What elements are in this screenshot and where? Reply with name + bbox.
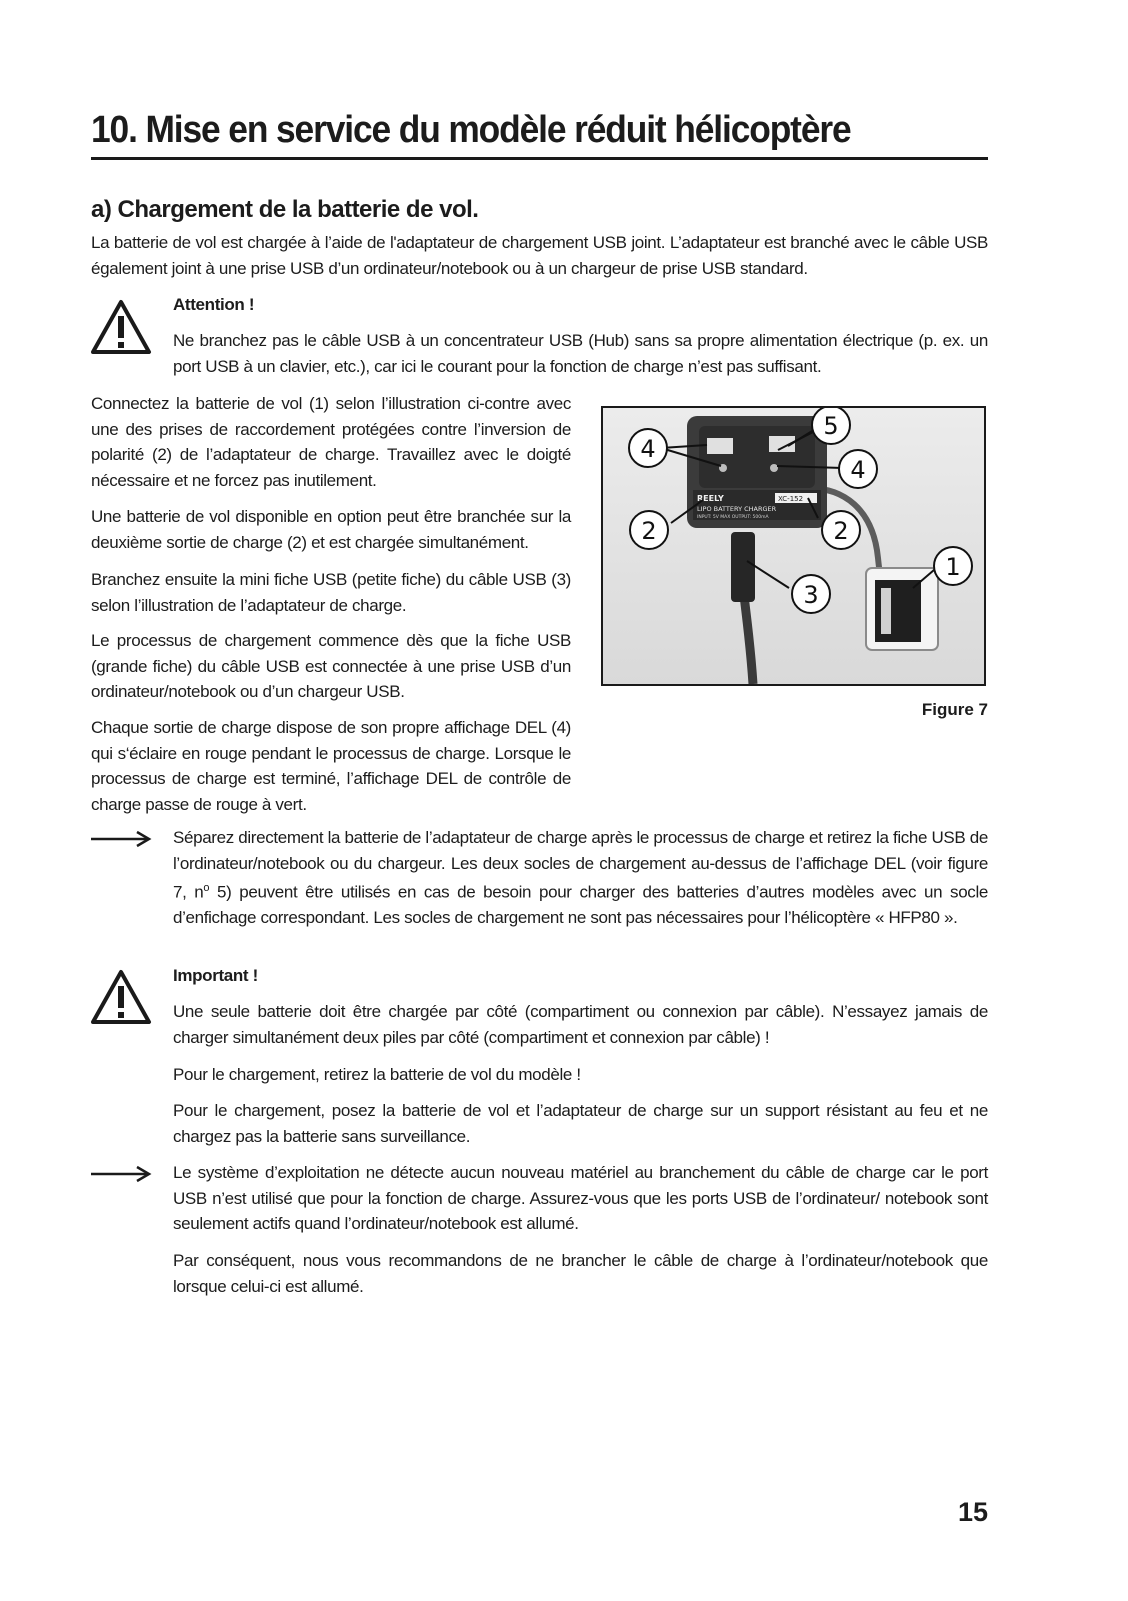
important-text-1: Une seule batterie doit être chargée par côté (compartiment ou connexion par câble). N’essayez jamais de charger simultanément deux piles par côté (compartiment et connexion par câble) ! — [173, 1002, 988, 1047]
usb-plug — [731, 532, 755, 602]
note-recommendation: Par conséquent, nous vous recommandons de ne brancher le câble de charge à l’ordinateur/notebook que lorsque celui-ci est allumé. — [173, 1251, 988, 1296]
figure-caption: Figure 7 — [921, 700, 988, 719]
charger-model: XC-152 — [778, 495, 804, 503]
optional-battery-paragraph: Une batterie de vol disponible en option peut être branchée sur la deuxième sortie de charge (2) et est chargée simultanément. — [91, 507, 571, 552]
charger-label: LIPO BATTERY CHARGER — [697, 505, 777, 513]
charger-brand: REELY — [697, 494, 724, 503]
mini-usb-paragraph: Branchez ensuite la mini fiche USB (petite fiche) du câble USB (3) selon l’illustration de l’adaptateur de charge. — [91, 570, 571, 615]
connect-battery-paragraph: Connectez la batterie de vol (1) selon l’illustration ci-contre avec une des prises de raccordement protégées contre l’inversion de polarité (2) de l’adaptateur de charge. Travaillez avec le doigté nécessaire et ne forcez pas inutilement. — [91, 394, 571, 490]
attention-label: Attention ! — [173, 295, 255, 314]
page-title: 10. Mise en service du modèle réduit hélicoptère — [91, 109, 851, 151]
arrow-right-icon-2 — [89, 1165, 153, 1183]
callout-2b-label: 2 — [833, 517, 849, 545]
warning-icon — [89, 298, 153, 356]
note1-text-a: Séparez directement la batterie de l’adaptateur de charge après le processus de charge et retirez la fiche USB de l’ordinateur/notebook ou du chargeur. Les deux socles de chargement au-dessus de l’affichage DEL (voir figure 7, n — [173, 828, 988, 902]
callout-4b-label: 4 — [850, 456, 866, 484]
title-underline — [91, 157, 988, 160]
charger-photo — [603, 408, 984, 684]
note-separate-battery — [173, 825, 988, 931]
important-label: Important ! — [173, 966, 258, 985]
note1-text-b: 5) peuvent être utilisés en cas de besoin pour charger des batteries d’autres modèles avec un socle d’enfichage correspondant. Les socles de chargement ne sont pas nécessaires pour l’hélicoptère « HFP80 ». — [173, 882, 988, 928]
warning-icon-2 — [89, 968, 153, 1026]
important-text-3: Pour le chargement, posez la batterie de vol et l’adaptateur de charge sur un support résistant au feu et ne chargez pas la batterie sans surveillance. — [173, 1101, 988, 1146]
callout-4a-label: 4 — [640, 435, 656, 463]
charger-spec: INPUT: 5V MAX OUTPUT: 500mA — [697, 515, 769, 520]
callout-1-label: 1 — [945, 553, 961, 581]
callout-3-label: 3 — [803, 581, 819, 609]
charge-socket-left — [707, 438, 733, 454]
charging-start-paragraph: Le processus de chargement commence dès que la fiche USB (grande fiche) du câble USB est connectée à une prise USB d’un ordinateur/notebook ou d’un chargeur USB. — [91, 631, 571, 701]
arrow-right-icon — [89, 830, 153, 848]
note1-superscript: o — [203, 882, 210, 894]
intro-paragraph: La batterie de vol est chargée à l’aide de l'adaptateur de chargement USB joint. L’adaptateur est branché avec le câble USB également joint à une prise USB d’un ordinateur/notebook ou à un chargeur de prise USB standard. — [91, 233, 988, 278]
important-text-2: Pour le chargement, retirez la batterie de vol du modèle ! — [173, 1065, 581, 1084]
callout-2a-label: 2 — [641, 517, 657, 545]
section-heading: a) Chargement de la batterie de vol. — [91, 196, 479, 223]
figure-7 — [601, 406, 986, 686]
led-right — [770, 464, 778, 472]
led-paragraph: Chaque sortie de charge dispose de son propre affichage DEL (4) qui s‘éclaire en rouge pendant le processus de charge. Lorsque le processus de charge est terminé, l’affichage DEL de contrôle de charge passe de rouge à vert. — [91, 718, 571, 814]
callout-5-label: 5 — [823, 412, 839, 440]
attention-text: Ne branchez pas le câble USB à un concentrateur USB (Hub) sans sa propre alimentation électrique (p. ex. un port USB à un clavier, etc.), car ici le courant pour la fonction de charge n’est pas suffisant. — [173, 331, 988, 376]
page-number: 15 — [957, 1497, 988, 1527]
note-os-detection: Le système d’exploitation ne détecte aucun nouveau matériel au branchement du câble de charge car le port USB n’est utilisé que pour la fonction de charge. Assurez-vous que les ports USB de l’ordinateur/ notebook sont seulement actifs quand l’ordinateur/notebook est allumé. — [173, 1163, 988, 1233]
